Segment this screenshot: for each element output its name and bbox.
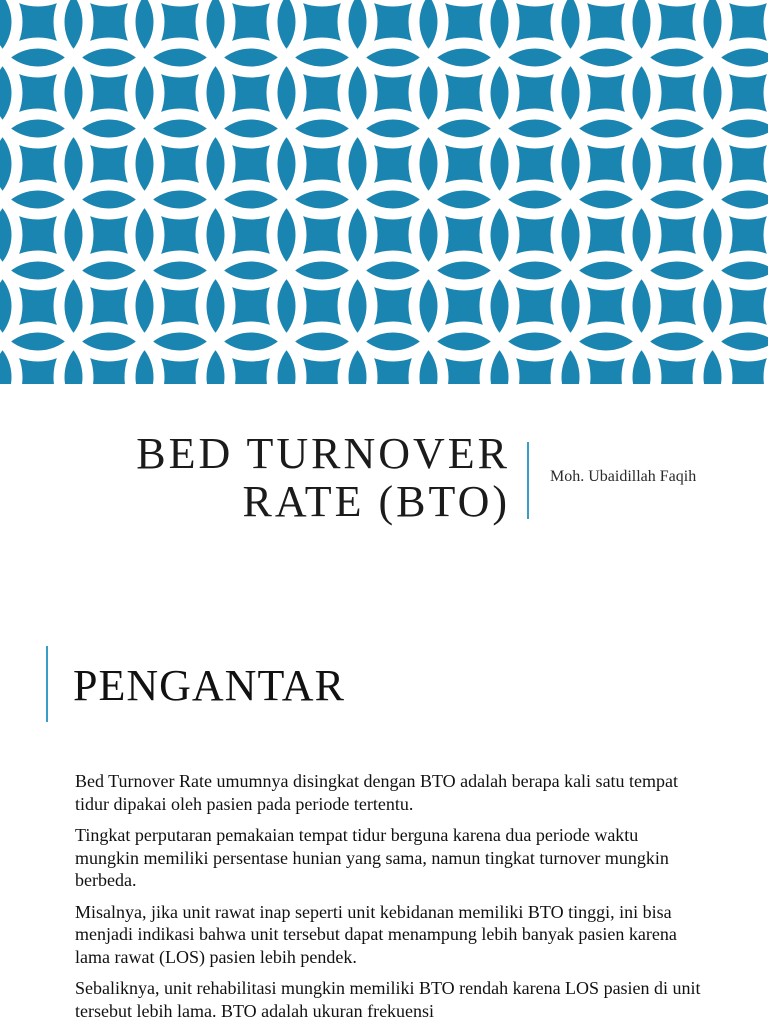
section-heading: PENGANTAR (73, 661, 345, 710)
body-text (75, 770, 703, 1024)
content-slide-pengantar (0, 596, 768, 1024)
deck-title-line-2: RATE (BTO) (242, 477, 510, 526)
paragraph: Tingkat perputaran pemakaian tempat tidur berguna karena dua periode waktu mungkin memiliki persentase hunian yang sama, namun tingkat turnover mungkin berbeda. (75, 825, 669, 890)
author-name: Moh. Ubaidillah Faqih (550, 468, 697, 485)
circle-lattice-pattern (0, 0, 768, 384)
paragraph: Bed Turnover Rate umumnya disingkat dengan BTO adalah berapa kali satu tempat tidur dipakai oleh pasien pada periode tertentu. (75, 771, 679, 814)
decorative-circle-pattern-banner (0, 0, 768, 384)
deck-title (50, 430, 510, 526)
paragraph: Sebaliknya, unit rehabilitasi mungkin memiliki BTO rendah karena LOS pasien di unit tersebut lebih lama. BTO adalah ukuran frekuensi (75, 978, 701, 1021)
deck-title-line-1: BED TURNOVER (136, 429, 510, 478)
title-divider-line (527, 442, 529, 519)
title-slide-text (0, 384, 768, 596)
paragraph: Misalnya, jika unit rawat inap seperti unit kebidanan memiliki BTO tinggi, ini bisa menjadi indikasi bahwa unit tersebut dapat menampung lebih banyak pasien karena lama rawat (LOS) pasien lebih pendek. (75, 901, 677, 967)
heading-accent-bar (46, 646, 48, 722)
